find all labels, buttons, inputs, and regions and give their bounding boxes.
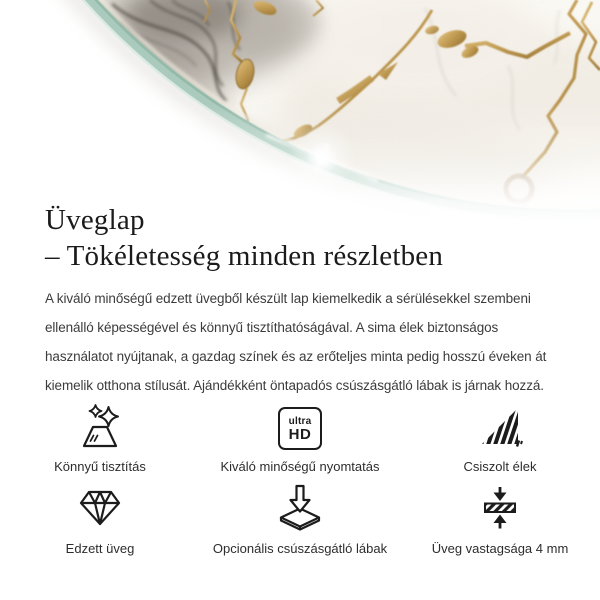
feature-label: Könnyű tisztítás <box>54 459 146 474</box>
ultra-hd-badge-top: ultra <box>288 415 312 427</box>
features-grid <box>0 406 600 556</box>
feature-label: Csiszolt élek <box>463 459 537 474</box>
feature-item-anti-slip-feet <box>200 488 400 556</box>
feature-item-glass-thickness <box>400 488 600 556</box>
easy-cleaning-icon <box>76 402 124 450</box>
feature-label: Üveg vastagsága 4 mm <box>431 541 569 556</box>
page-title-line1: Üveglap <box>45 204 145 236</box>
tempered-glass-icon <box>76 488 124 532</box>
feature-item-polished-edges <box>400 406 600 474</box>
page-title <box>45 202 443 274</box>
ultra-hd-icon <box>278 407 322 450</box>
product-description: A kiváló minőségű edzett üvegből készült lap kiemelkedik a sérülésekkel szembeni ellenálló képességével és könnyű tisztíthatóságával. A sima élek biztonságos használatot nyújtanak, a gazdag színek és az erőteljes minta pedig hosszú éveken át kiemelik otthona stílusát. Ajándékként öntapadós csúszásgátló lábak is járnak hozzá. <box>45 291 547 393</box>
feature-item-easy-cleaning <box>0 406 200 474</box>
anti-slip-feet-icon <box>276 484 324 532</box>
feature-label: Kiváló minőségű nyomtatás <box>220 459 380 474</box>
glass-thickness-icon <box>476 484 524 532</box>
page-title-line2: – Tökéletesség minden részletben <box>45 240 444 272</box>
feature-item-tempered-glass <box>0 488 200 556</box>
product-photo <box>0 0 600 230</box>
ultra-hd-badge-bottom: HD <box>288 425 312 443</box>
feature-label: Edzett üveg <box>65 541 135 556</box>
polished-edges-icon <box>476 402 524 450</box>
feature-label: Opcionális csúszásgátló lábak <box>212 541 388 556</box>
feature-item-ultra-hd-print <box>200 406 400 474</box>
